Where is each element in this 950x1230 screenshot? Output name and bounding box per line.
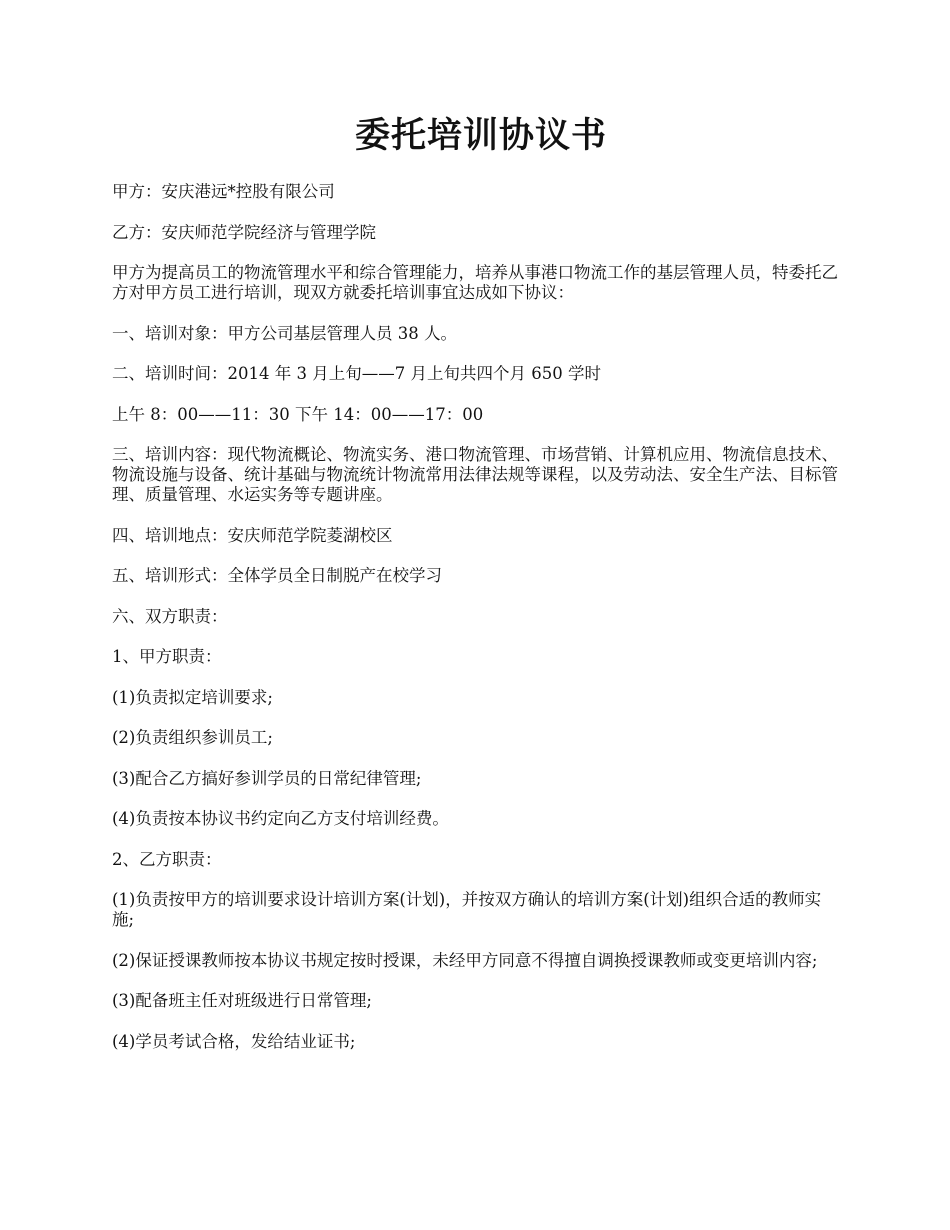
clause-period: 二、培训时间：2014 年 3 月上旬——7 月上旬共四个月 650 学时 xyxy=(112,364,601,383)
party-b-duty-1: (1)负责按甲方的培训要求设计培训方案(计划)，并按双方确认的培训方案(计划)组织合适的教师实施; xyxy=(112,890,822,929)
party-a-duties-heading: 1、甲方职责： xyxy=(112,647,222,666)
party-a-duty-4: (4)负责按本协议书约定向乙方支付培训经费。 xyxy=(112,809,449,828)
party-b-duty-2: (2)保证授课教师按本协议书规定按时授课，未经甲方同意不得擅自调换授课教师或变更培训内容; xyxy=(112,950,818,970)
party-a-duty-2: (2)负责组织参训员工; xyxy=(112,728,273,747)
party-a-duty-3: (3)配合乙方搞好参训学员的日常纪律管理; xyxy=(112,768,422,788)
party-b-duty-4: (4)学员考试合格，发给结业证书; xyxy=(112,1031,356,1051)
clause-content: 三、培训内容：现代物流概论、物流实务、港口物流管理、市场营销、计算机应用、物流信息技术、物流设施与设备、统计基础与物流统计物流常用法律法规等课程，以及劳动法、安全生产法、目标管理、质量管理、水运实务等专题讲座。 xyxy=(112,445,838,504)
party-b: 乙方：安庆师范学院经济与管理学院 xyxy=(112,222,376,242)
party-b-duty-3: (3)配备班主任对班级进行日常管理; xyxy=(112,991,372,1010)
clause-trainees: 一、培训对象：甲方公司基层管理人员 38 人。 xyxy=(112,323,457,343)
clause-format: 五、培训形式：全体学员全日制脱产在校学习 xyxy=(112,566,442,585)
clause-duties: 六、双方职责： xyxy=(112,606,228,626)
party-b-duties-heading: 2、乙方职责： xyxy=(112,849,222,869)
preamble: 甲方为提高员工的物流管理水平和综合管理能力，培养从事港口物流工作的基层管理人员，特委托乙方对甲方员工进行培训，现双方就委托培训事宜达成如下协议： xyxy=(112,263,838,302)
party-a: 甲方：安庆港远*控股有限公司 xyxy=(112,182,335,201)
document-title: 委托培训协议书 xyxy=(354,115,607,156)
document-body xyxy=(112,112,850,1072)
party-a-duty-1: (1)负责拟定培训要求; xyxy=(112,687,273,707)
clause-location: 四、培训地点：安庆师范学院菱湖校区 xyxy=(112,525,393,545)
clause-hours: 上午 8：00——11：30 下午 14：00——17：00 xyxy=(112,404,484,424)
